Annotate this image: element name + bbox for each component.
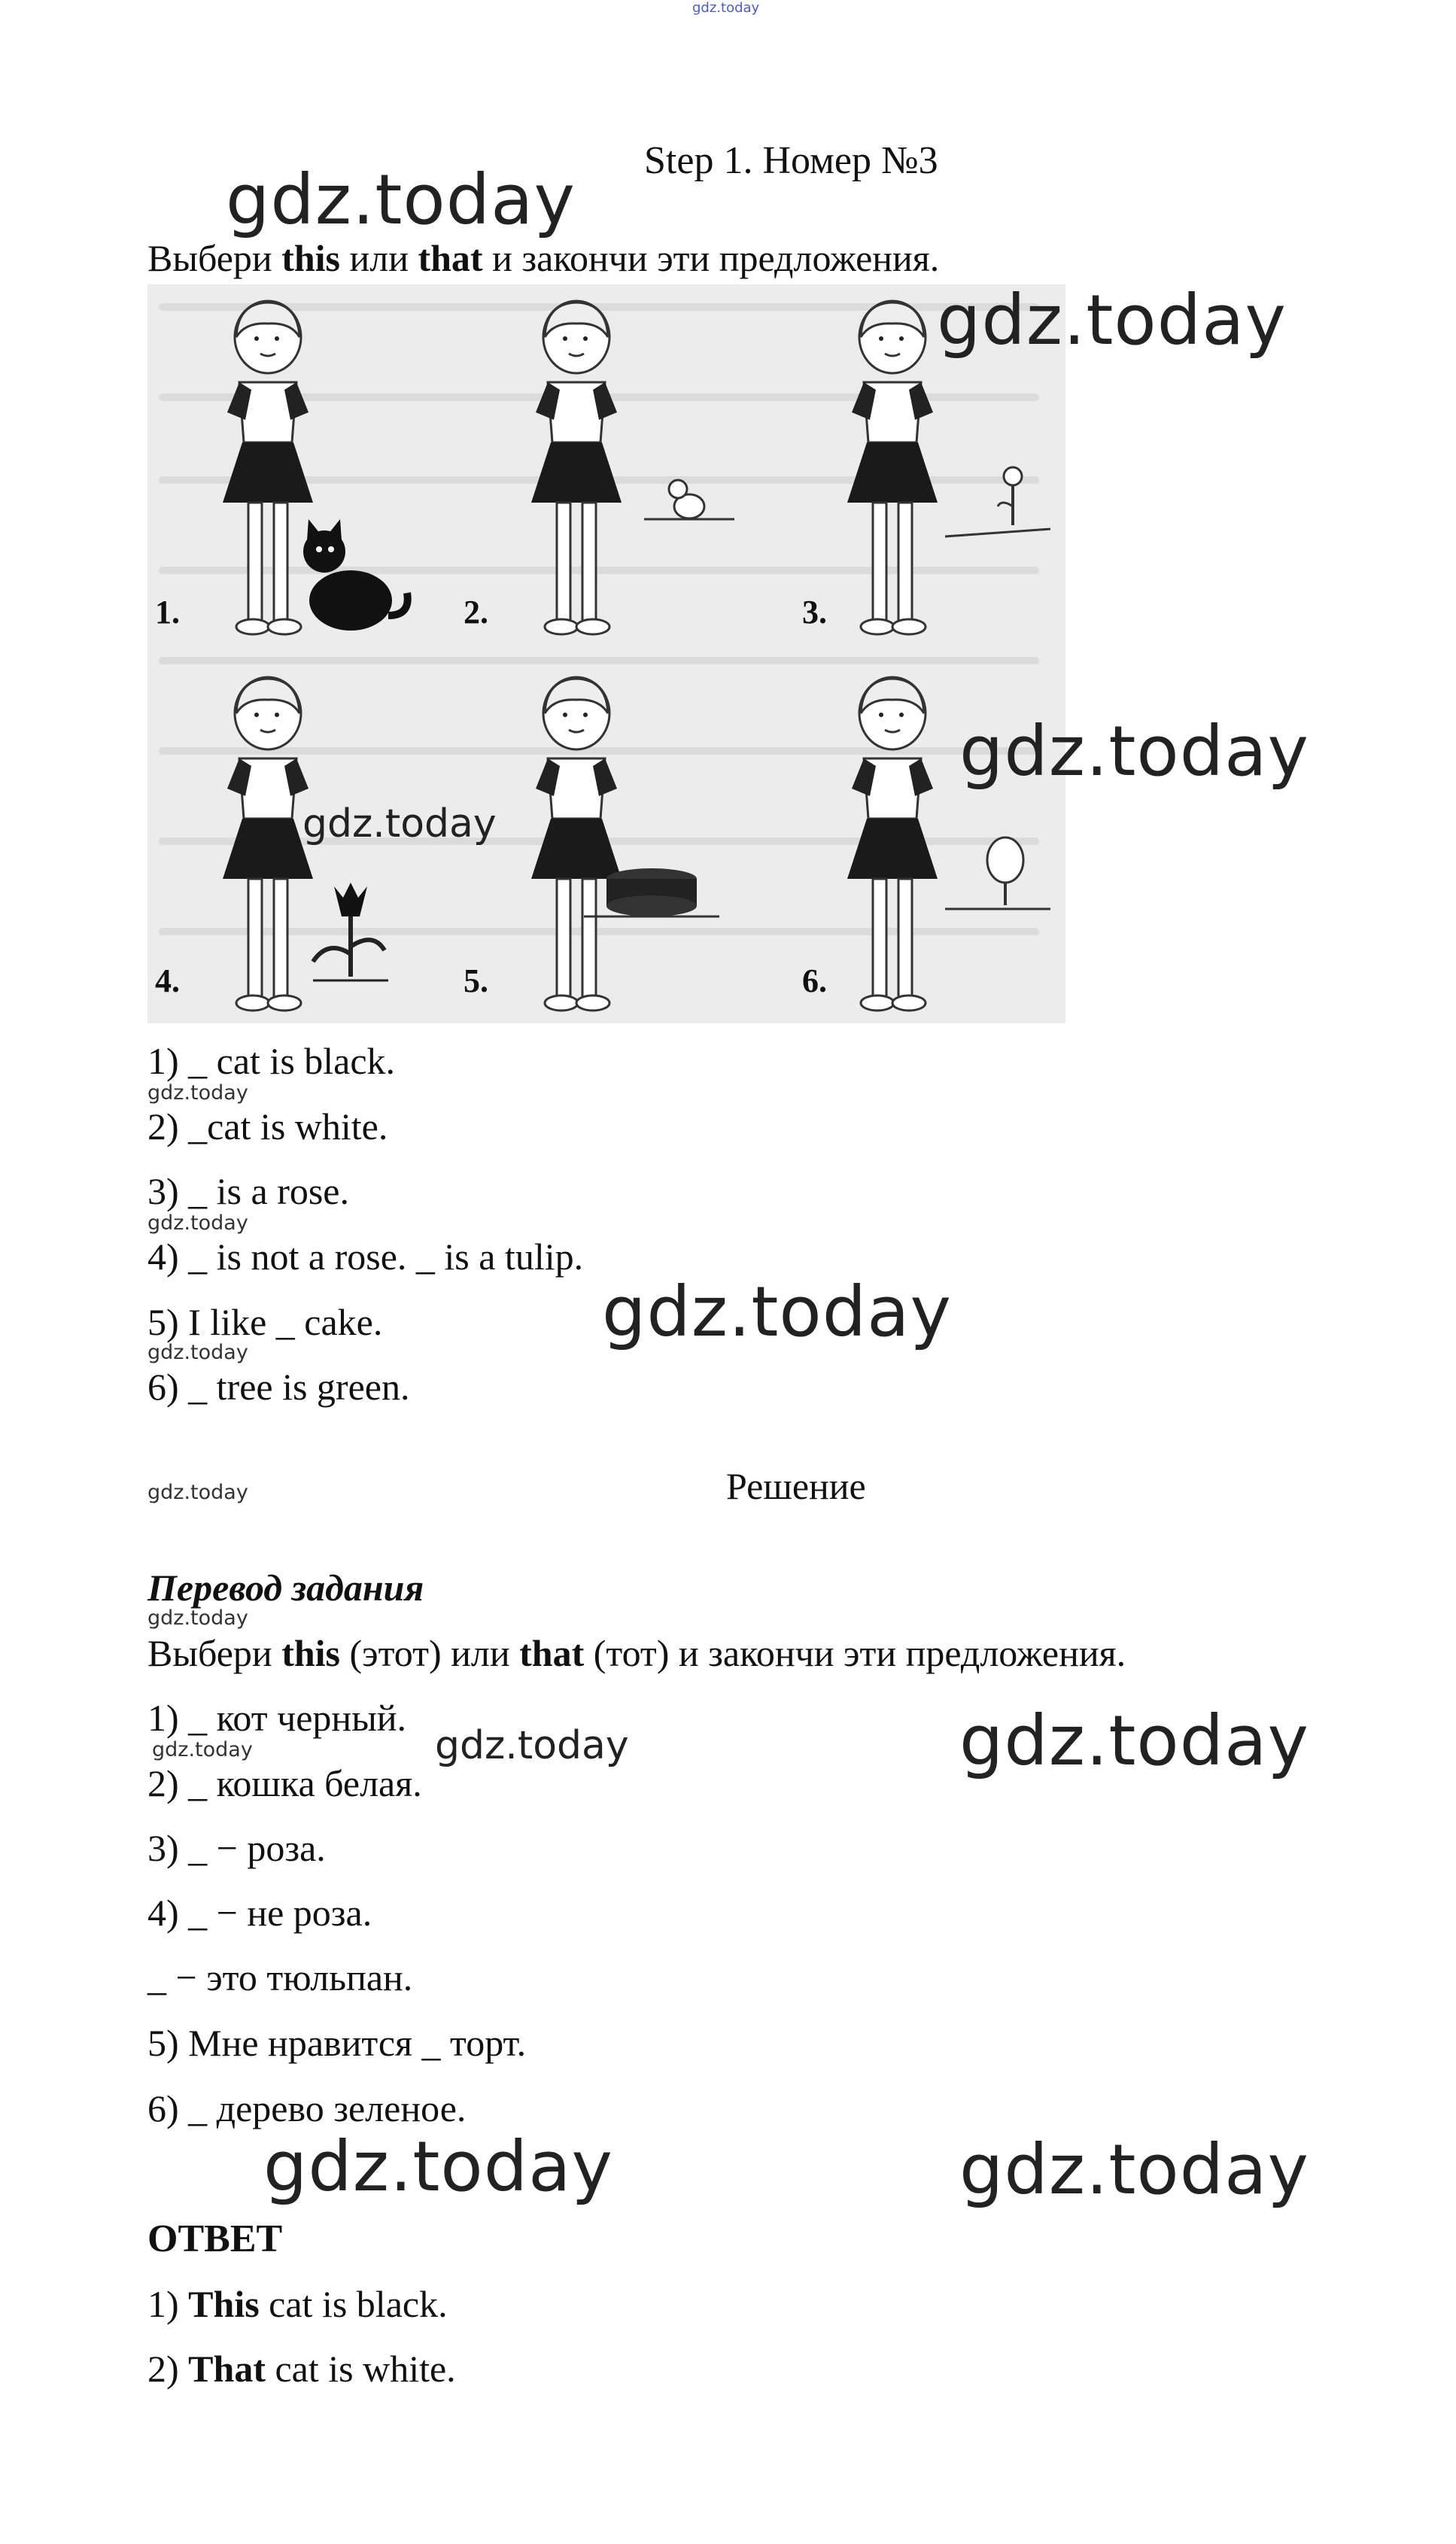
solution-heading: Решение (726, 1465, 866, 1507)
translation-text: Выбери (147, 1632, 282, 1674)
figure-label-3: 3. (802, 594, 827, 631)
translation-line-6: 5) Мне нравится _ торт. (147, 2022, 527, 2064)
answer-heading: ОТВЕТ (147, 2217, 283, 2260)
translation-text: (этот) или (340, 1632, 520, 1674)
instruction-that: that (418, 237, 483, 279)
watermark: gdz.today (435, 1723, 629, 1768)
watermark: gdz.today (147, 1481, 248, 1504)
watermark: gdz.today (602, 1272, 952, 1352)
watermark-top: gdz.today (692, 0, 760, 16)
answer-rest: cat is white. (265, 2348, 456, 2390)
sentence-4: 4) _ is not a rose. _ is a tulip. (147, 1236, 584, 1278)
sentence-1: 1) _ cat is black. (147, 1040, 396, 1082)
instruction-text: и закончи эти предложения. (482, 237, 940, 279)
watermark: gdz.today (302, 801, 497, 846)
answer-number: 2) (147, 2348, 189, 2390)
answer-line-2 (147, 2348, 456, 2390)
instruction-text: Выбери (147, 237, 282, 279)
watermark: gdz.today (959, 711, 1309, 792)
translation-line-1: 1) _ кот черный. (147, 1697, 407, 1739)
answer-word: That (188, 2348, 266, 2390)
sentence-3: 3) _ is a rose. (147, 1170, 349, 1212)
watermark: gdz.today (959, 1701, 1309, 1781)
figure-label-2: 2. (464, 594, 488, 631)
answer-word: This (188, 2283, 260, 2325)
watermark: gdz.today (937, 280, 1287, 360)
watermark: gdz.today (263, 2126, 613, 2207)
sentence-6: 6) _ tree is green. (147, 1366, 410, 1408)
watermark: gdz.today (147, 1341, 248, 1364)
translation-line-3: 3) _ − роза. (147, 1827, 326, 1869)
answer-rest: cat is black. (259, 2283, 448, 2325)
figure-label-1: 1. (155, 594, 180, 631)
figure-label-4: 4. (155, 962, 180, 999)
translation-line-4: 4) _ − не роза. (147, 1892, 372, 1934)
translation-instruction (147, 1634, 1126, 1672)
sentence-5: 5) I like _ cake. (147, 1301, 383, 1343)
figure-label-5: 5. (464, 962, 488, 999)
page-title: Step 1. Номер №3 (644, 139, 938, 182)
translation-heading: Перевод задания (147, 1567, 424, 1609)
sentence-2: 2) _cat is white. (147, 1105, 388, 1147)
watermark: gdz.today (147, 1211, 248, 1235)
figure-label-6: 6. (802, 962, 827, 999)
translation-line-7: 6) _ дерево зеленое. (147, 2087, 467, 2129)
instruction-this: this (281, 237, 340, 279)
translation-line-5: _ − это тюльпан. (147, 1956, 413, 1998)
translation-line-2: 2) _ кошка белая. (147, 1762, 422, 1804)
watermark: gdz.today (147, 1606, 248, 1630)
translation-text: (тот) и закончи эти предложения. (584, 1632, 1126, 1674)
watermark: gdz.today (959, 2129, 1309, 2210)
exercise-illustration (147, 284, 1065, 1023)
watermark: gdz.today (226, 160, 576, 240)
watermark: gdz.today (147, 1081, 248, 1105)
instruction-text: или (340, 237, 418, 279)
translation-this: this (281, 1632, 340, 1674)
watermark: gdz.today (152, 1738, 253, 1761)
translation-that: that (519, 1632, 585, 1674)
task-instruction (147, 239, 939, 277)
answer-number: 1) (147, 2283, 189, 2325)
answer-line-1 (147, 2285, 448, 2323)
